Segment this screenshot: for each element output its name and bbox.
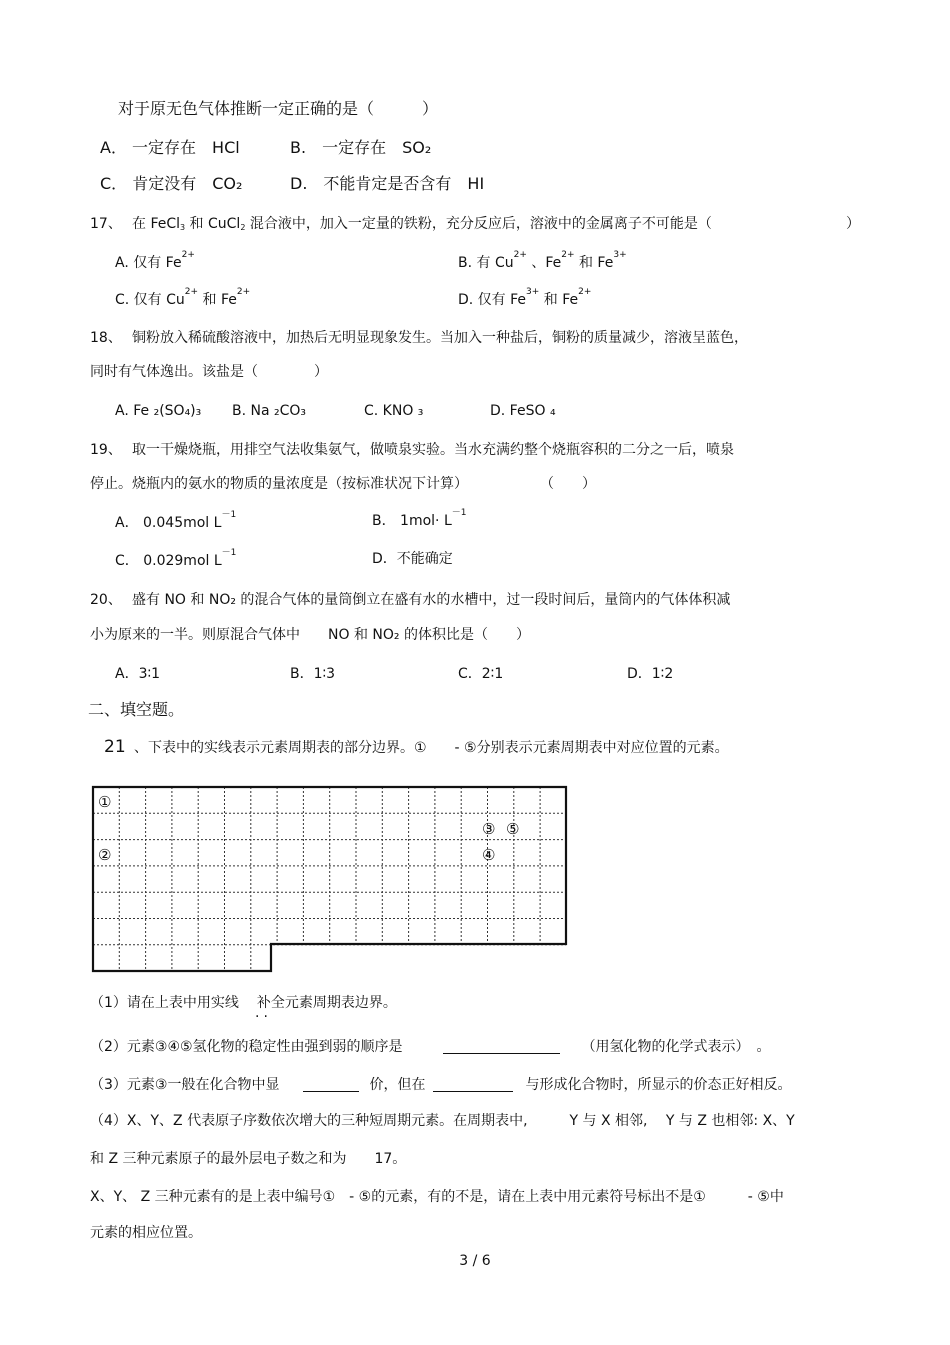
q19-line-1: 取一干燥烧瓶，用排空气法收集氨气，做喷泉实验。当水充满约整个烧瓶容积的二分之一后，喷泉 — [132, 442, 734, 458]
q21-part-5-line-2: 元素的相应位置。 — [90, 1225, 202, 1241]
q19-option-c: C． 0.029mol $L^{-1}$ — [115, 548, 237, 569]
answer-blank-3[interactable] — [433, 1077, 513, 1092]
q20-option-c: C．2∶1 — [458, 666, 504, 682]
q17-stem-paren: ） — [846, 216, 860, 232]
q20-option-d: D．1∶2 — [627, 666, 674, 682]
q20-line-1: 盛有 NO 和 NO₂ 的混合气体的量筒倒立在盛有水的水槽中，过一段时间后，量筒内的气体体积减 — [132, 592, 731, 608]
q21-part-2: （2）元素③④⑤氢化物的稳定性由强到弱的顺序是 （用氢化物的化学式表示） 。 — [90, 1039, 771, 1055]
emphasis-dots: ·· — [255, 1009, 272, 1025]
q18-option-b: B. Na ₂CO₃ — [232, 403, 307, 419]
section-title: 二、填空题。 — [88, 700, 185, 719]
page-number: 3 / 6 — [459, 1253, 491, 1269]
grid-label-3: ③ — [482, 820, 496, 838]
q16-stem: 对于原无色气体推断一定正确的是（ ） — [118, 99, 439, 118]
q18-number: 18、 — [90, 330, 122, 346]
q21-part-4-line-1: （4）X、Y、Z 代表原子序数依次增大的三种短周期元素。在周期表中, Y 与 X 相邻, Y 与 Z 也相邻: X、Y — [90, 1113, 795, 1129]
q17-option-d: D. 仅有 $Fe^{3+}$ 和 $Fe^{2+}$ — [458, 287, 592, 308]
answer-blank-1[interactable] — [443, 1039, 560, 1054]
q21-number: 21 — [104, 737, 126, 757]
q16-option-d: D. 不能肯定是否含有 HI — [290, 174, 485, 193]
q17-option-b: B. 有 $Cu^{2+}$ 、$Fe^{2+}$ 和 $Fe^{3+}$ — [458, 250, 627, 271]
grid-label-4: ④ — [482, 846, 496, 864]
q19-number: 19、 — [90, 442, 122, 458]
grid-label-2: ② — [98, 846, 112, 864]
q21-stem: 、下表中的实线表示元素周期表的部分边界。① - ⑤分别表示元素周期表中对应位置的元素。 — [134, 740, 729, 756]
q21-part-5-line-1: X、Y、 Z 三种元素有的是上表中编号① - ⑤的元素，有的不是，请在上表中用元素符号标出不是① - ⑤中 — [90, 1189, 784, 1205]
grid-label-1: ① — [98, 793, 112, 811]
q21-part-3: （3）元素③一般在化合物中显 价，但在 与形成化合物时，所显示的价态正好相反。 — [90, 1077, 792, 1093]
q17-stem: 在 FeCl$_3$ 和 CuCl$_2$ 混合液中，加入一定量的铁粉，充分反应后，溶液中的金属离子不可能是（ — [132, 216, 712, 232]
periodic-table-grid — [88, 777, 574, 978]
q19-option-d: D．不能确定 — [372, 551, 453, 567]
q19-answer-paren: （ ） — [540, 476, 596, 492]
q18-option-d: D. FeSO ₄ — [490, 403, 556, 419]
grid-label-5: ⑤ — [506, 820, 520, 838]
q18-option-a: A. Fe ₂(SO₄)₃ — [115, 403, 202, 419]
q17-number: 17、 — [90, 216, 122, 232]
q20-line-2: 小为原来的一半。则原混合气体中 NO 和 NO₂ 的体积比是（ ） — [90, 627, 530, 643]
q18-option-c: C. KNO ₃ — [364, 403, 424, 419]
q17-option-a: A. 仅有 $Fe^{2+}$ — [115, 250, 195, 271]
q18-line-2: 同时有气体逸出。该盐是（ ） — [90, 364, 328, 380]
q16-option-b: B. 一定存在 SO₂ — [290, 138, 432, 157]
periodic-table-svg — [88, 777, 574, 978]
q19-option-a: A． 0.045mol $L^{-1}$ — [115, 510, 237, 531]
q21-part-1: （1）请在上表中用实线 补全元素周期表边界。 — [90, 995, 397, 1011]
q18-line-1: 铜粉放入稀硫酸溶液中，加热后无明显现象发生。当加入一种盐后，铜粉的质量减少，溶液呈蓝色， — [132, 330, 748, 346]
q20-option-a: A．3∶1 — [115, 666, 161, 682]
q16-option-c: C． 肯定没有 CO₂ — [100, 174, 243, 193]
q19-line-2: 停止。烧瓶内的氨水的物质的量浓度是（按标准状况下计算） — [90, 476, 468, 492]
q20-number: 20、 — [90, 592, 122, 608]
q20-option-b: B．1∶3 — [290, 666, 336, 682]
q17-option-c: C. 仅有 $Cu^{2+}$ 和 $Fe^{2+}$ — [115, 287, 251, 308]
answer-blank-2[interactable] — [303, 1077, 359, 1092]
q19-option-b: B． $1mol\cdot L^{-1}$ — [372, 508, 467, 529]
q21-part-4-line-2: 和 Z 三种元素原子的最外层电子数之和为 17。 — [90, 1151, 407, 1167]
q16-option-a: A． 一定存在 HCl — [100, 138, 240, 157]
